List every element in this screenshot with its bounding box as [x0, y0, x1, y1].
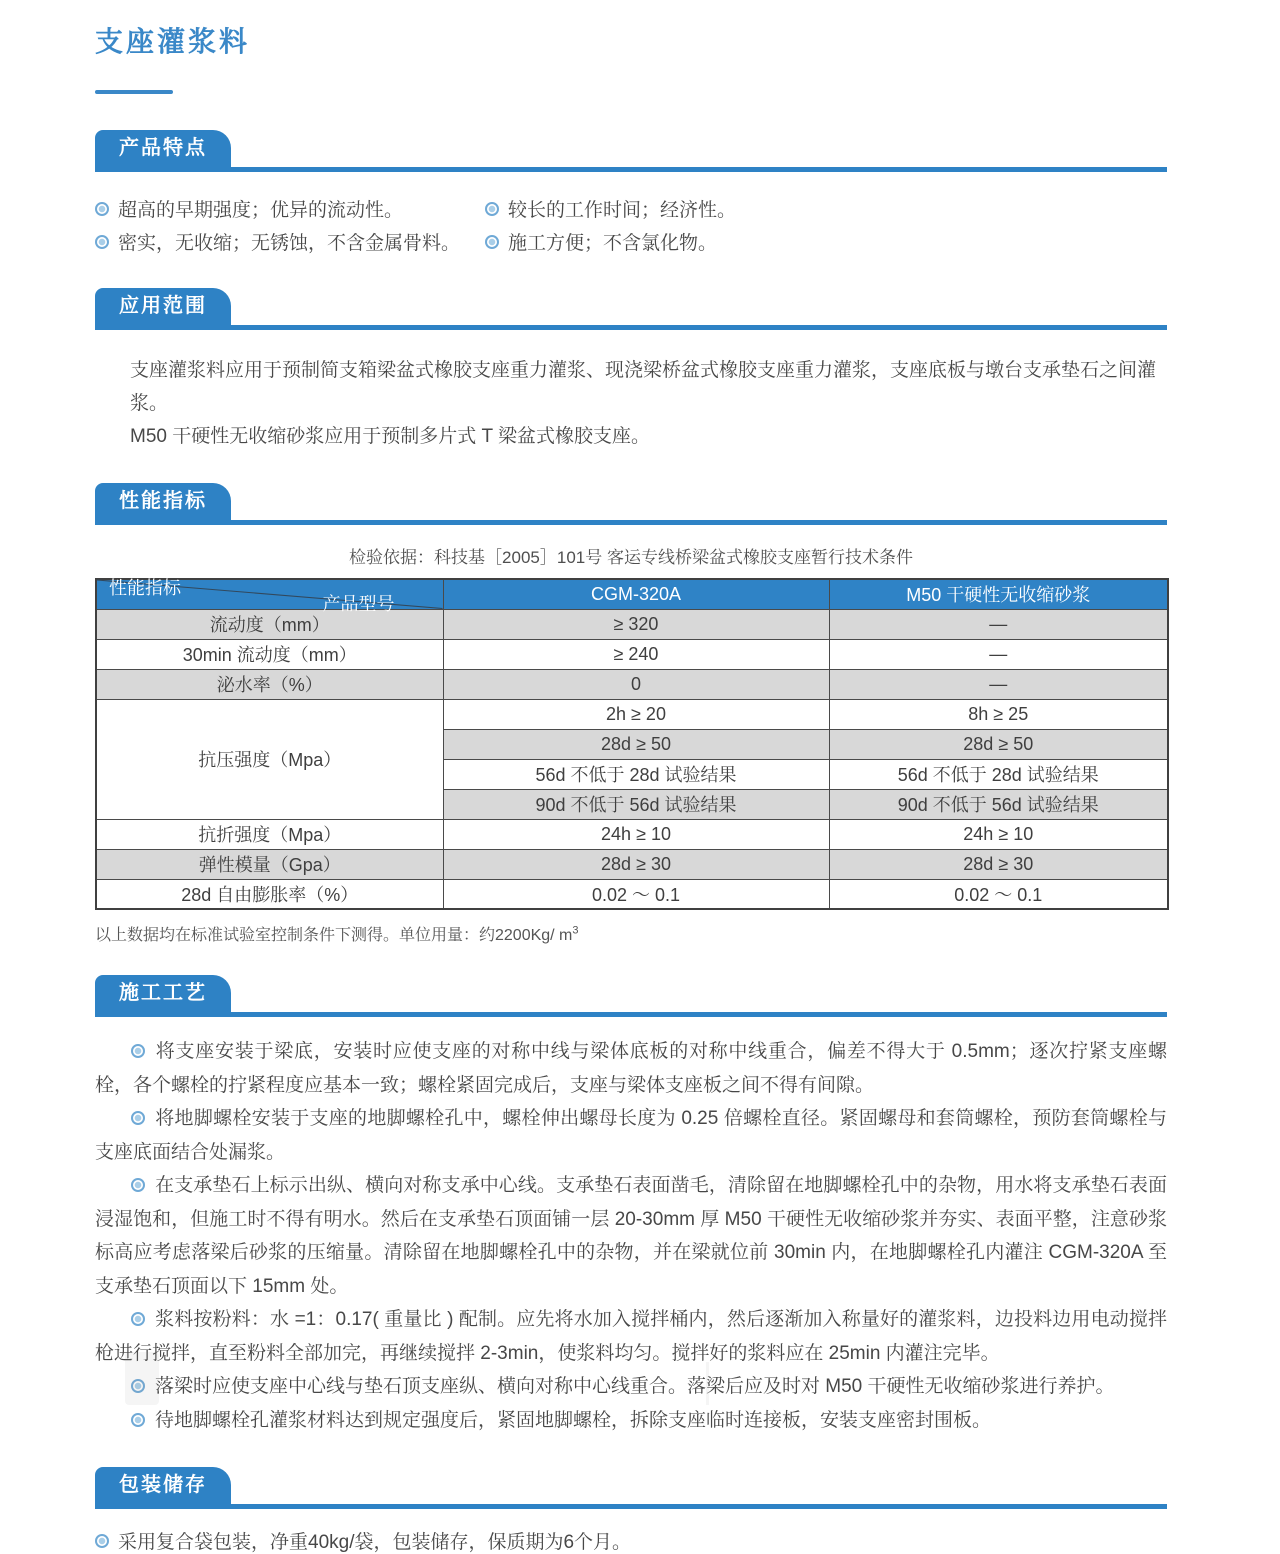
section-rule: [95, 1012, 1167, 1017]
table-footnote: 以上数据均在标准试验室控制条件下测得。单位用量：约2200Kg/ $m^3$: [95, 924, 579, 944]
construction-steps: [95, 1035, 1167, 1437]
section-rule: [95, 1504, 1167, 1509]
application-line: 支座灌浆料应用于预制简支箱梁盆式橡胶支座重力灌浆、现浇梁桥盆式橡胶支座重力灌浆，支座底板与墩台支承垫石之间灌浆。: [130, 360, 1157, 414]
corner-label-product-model: 产品型号: [322, 594, 395, 614]
construction-step: 落梁时应使支座中心线与垫石顶支座纵、横向对称中心线重合。落梁后应及时对 M50 干硬性无收缩砂浆进行养护。: [95, 1370, 1167, 1404]
section-performance: [95, 483, 1167, 945]
cell-value: 90d 不低于 56d 试验结果: [443, 789, 829, 819]
section-packaging: [95, 1467, 1167, 1554]
section-construction: [95, 975, 1167, 1437]
page-content: [95, 0, 1167, 1554]
application-line: M50 干硬性无收缩砂浆应用于预制多片式 T 梁盆式橡胶支座。: [130, 426, 651, 447]
corner-label-performance-index: 性能指标: [109, 577, 181, 598]
list-item: [95, 192, 485, 225]
table-row: [96, 849, 1168, 879]
section-heading-construction: 施工工艺: [95, 975, 231, 1012]
column-header: M50 干硬性无收缩砂浆: [829, 579, 1168, 609]
feature-text: 密实，无收缩；无锈蚀，不含金属骨料。: [118, 233, 461, 254]
cell-value: 0.02 ～ 0.1: [829, 879, 1168, 909]
cell-value: ≥ 320: [443, 609, 829, 639]
cell-value: —: [829, 609, 1168, 639]
section-rule: [95, 520, 1167, 525]
cell-value: 28d ≥ 30: [443, 849, 829, 879]
feature-text: 较长的工作时间；经济性。: [508, 200, 737, 221]
page-title: 支座灌浆料: [95, 26, 251, 57]
bullseye-icon: [131, 1111, 145, 1125]
table-row: [96, 699, 1168, 729]
feature-text: 超高的早期强度；优异的流动性。: [118, 200, 404, 221]
cell-value: 8h ≥ 25: [829, 699, 1168, 729]
cell-value: 28d ≥ 50: [443, 729, 829, 759]
construction-step: 浆料按粉料：水 =1：0.17( 重量比 ) 配制。应先将水加入搅拌桶内，然后逐渐加入称量好的灌浆料，边投料边用电动搅拌枪进行搅拌，直至粉料全部加完，再继续搅拌 2-3min，使浆料均匀。搅拌好的浆料应在 25min 内灌注完毕。: [95, 1309, 1167, 1364]
construction-step: 将地脚螺栓安装于支座的地脚螺栓孔中，螺栓伸出螺母长度为 0.25 倍螺栓直径。紧固螺母和套筒螺栓，预防套筒螺栓与支座底面结合处漏浆。: [95, 1108, 1167, 1163]
column-header: CGM-320A: [443, 579, 829, 609]
cell-value: 28d ≥ 30: [829, 849, 1168, 879]
cell-value: 28d ≥ 50: [829, 729, 1168, 759]
construction-step: 待地脚螺栓孔灌浆材料达到规定强度后，紧固地脚螺栓，拆除支座临时连接板，安装支座密封围板。: [95, 1404, 1167, 1438]
application-text: [95, 354, 1167, 453]
performance-table: [95, 578, 1169, 910]
section-rule: [95, 167, 1167, 172]
features-list: [95, 192, 1167, 258]
bullseye-icon: [95, 235, 109, 249]
construction-step: 在支承垫石上标示出纵、横向对称支承中心线。支承垫石表面凿毛，清除留在地脚螺栓孔中的杂物，用水将支承垫石表面浸湿饱和，但施工时不得有明水。然后在支承垫石顶面铺一层 20-30mm 厚 M50 干硬性无收缩砂浆并夯实、表面平整，注意砂浆标高应考虑落梁后砂浆的压缩量。清除留在地脚螺栓孔中的杂物，并在梁就位前 30min 内，在地脚螺栓孔内灌注 CGM-320A 至支承垫石顶面以下 15mm 处。: [95, 1175, 1168, 1297]
row-label: 28d 自由膨胀率（%）: [96, 879, 443, 909]
cell-value: 90d 不低于 56d 试验结果: [829, 789, 1168, 819]
section-heading-features: 产品特点: [95, 130, 231, 167]
cell-value: 56d 不低于 28d 试验结果: [443, 759, 829, 789]
cell-value: 0: [443, 669, 829, 699]
footnote-superscript: 3: [572, 924, 579, 937]
construction-step: 将支座安装于梁底，安装时应使支座的对称中线与梁体底板的对称中线重合，偏差不得大于 0.5mm；逐次拧紧支座螺栓，各个螺栓的拧紧程度应基本一致；螺栓紧固完成后，支座与梁体支座板之间不得有间隙。: [95, 1041, 1167, 1096]
section-application: [95, 288, 1167, 453]
bullseye-icon: [131, 1178, 145, 1192]
row-label: 弹性模量（Gpa）: [96, 849, 443, 879]
list-item: [95, 225, 485, 258]
bullseye-icon: [485, 202, 499, 216]
section-heading-packaging: 包装储存: [95, 1467, 231, 1504]
cell-value: 2h ≥ 20: [443, 699, 829, 729]
section-rule: [95, 325, 1167, 330]
packaging-text-line: [95, 1527, 1167, 1554]
feature-text: 施工方便；不含氯化物。: [508, 233, 718, 254]
table-row: [96, 609, 1168, 639]
packaging-text: 采用复合袋包装，净重40kg/袋，包装储存，保质期为6个月。: [118, 1532, 632, 1553]
row-label-compressive-strength: 抗压强度（Mpa）: [96, 699, 443, 819]
bullseye-icon: [131, 1044, 145, 1058]
bullseye-icon: [131, 1413, 145, 1427]
bullseye-icon: [95, 1534, 109, 1548]
table-row: [96, 669, 1168, 699]
scan-artifact: [706, 1362, 709, 1405]
list-item: [485, 225, 1167, 258]
section-heading-application: 应用范围: [95, 288, 231, 325]
bullseye-icon: [95, 202, 109, 216]
cell-value: —: [829, 639, 1168, 669]
scan-artifact: [125, 1352, 159, 1405]
cell-value: 24h ≥ 10: [829, 819, 1168, 849]
row-label: 30min 流动度（mm）: [96, 639, 443, 669]
table-row: [96, 879, 1168, 909]
bullseye-icon: [131, 1312, 145, 1326]
row-label: 泌水率（%）: [96, 669, 443, 699]
row-label: 流动度（mm）: [96, 609, 443, 639]
list-item: [485, 192, 1167, 225]
cell-value: 56d 不低于 28d 试验结果: [829, 759, 1168, 789]
table-row: [96, 819, 1168, 849]
inspection-basis-note: 检验依据：科技基［2005］101号 客运专线桥梁盆式橡胶支座暂行技术条件: [349, 548, 913, 567]
bullseye-icon: [485, 235, 499, 249]
table-corner-cell: [96, 577, 443, 614]
section-heading-performance: 性能指标: [95, 483, 231, 520]
row-label: 抗折强度（Mpa）: [96, 819, 443, 849]
cell-value: —: [829, 669, 1168, 699]
cell-value: 24h ≥ 10: [443, 819, 829, 849]
cell-value: 0.02 ～ 0.1: [443, 879, 829, 909]
section-features: [95, 130, 1167, 258]
cell-value: ≥ 240: [443, 639, 829, 669]
table-row: [96, 639, 1168, 669]
